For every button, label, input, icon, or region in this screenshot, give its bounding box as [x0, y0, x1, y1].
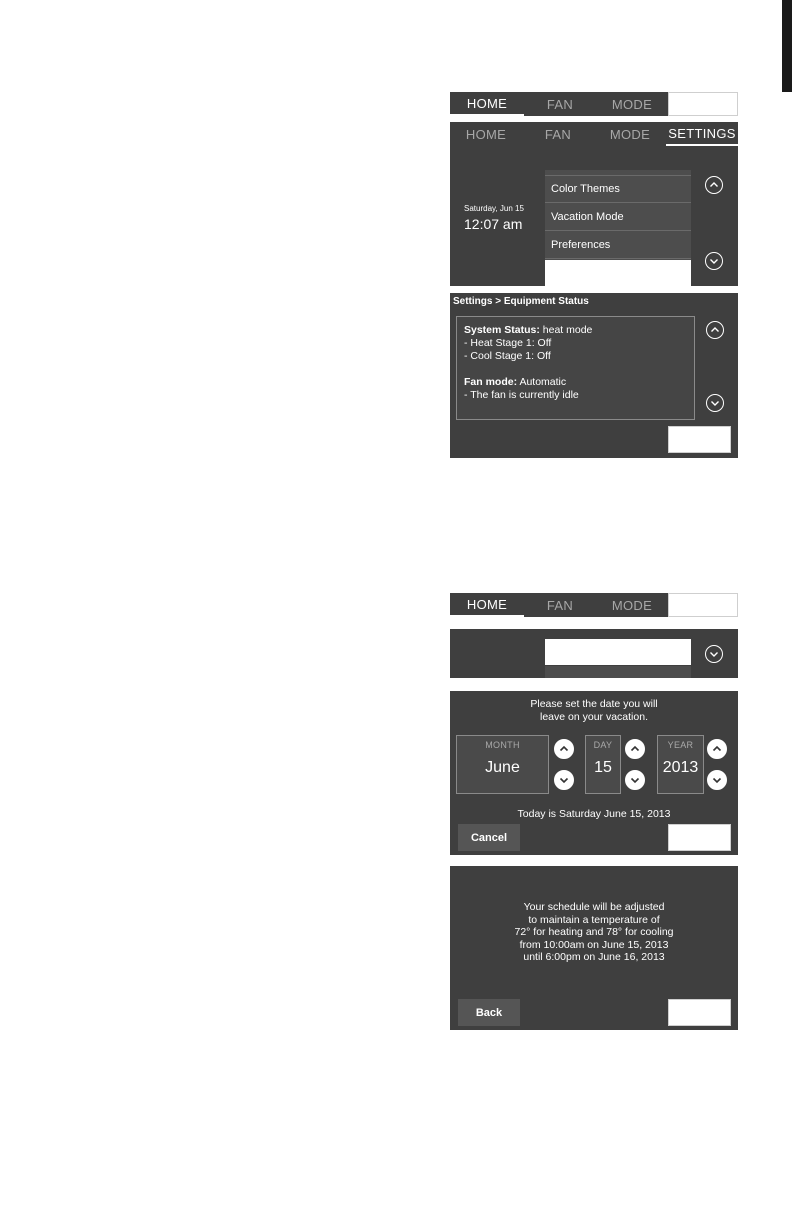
tab-fan[interactable]: FAN — [546, 597, 574, 613]
heat-stage-line: - Heat Stage 1: Off — [464, 337, 552, 349]
tab-home[interactable]: HOME — [450, 593, 524, 617]
chevron-up-icon — [559, 744, 569, 754]
tab-home[interactable]: HOME — [450, 92, 524, 116]
summary-line: to maintain a temperature of — [528, 913, 660, 926]
chevron-up-icon — [709, 180, 719, 190]
chevron-up-icon — [712, 744, 722, 754]
year-label: YEAR — [667, 740, 694, 750]
year-down-button[interactable] — [707, 770, 727, 790]
system-status-value: heat mode — [542, 324, 593, 336]
summary-line: Your schedule will be adjusted — [523, 901, 665, 913]
scroll-up-button[interactable] — [705, 176, 723, 194]
tab-mode[interactable]: MODE — [611, 96, 653, 112]
chevron-down-icon — [710, 398, 720, 408]
day-up-button[interactable] — [625, 739, 645, 759]
summary-line: until 6:00pm on June 16, 2013 — [523, 951, 665, 963]
time-label: 12:07 am — [464, 216, 523, 232]
day-value: 15 — [594, 759, 612, 776]
scroll-down-button[interactable] — [705, 645, 723, 663]
top-tabbar — [450, 92, 738, 116]
cancel-button[interactable]: Cancel — [458, 824, 520, 851]
summary-line: 72° for heating and 78° for cooling — [514, 926, 674, 938]
summary-text — [450, 901, 738, 964]
menu-item-preferences[interactable]: Preferences — [545, 232, 691, 259]
month-down-button[interactable] — [554, 770, 574, 790]
day-down-button[interactable] — [625, 770, 645, 790]
menu-item-vacation-mode[interactable]: Vacation Mode — [545, 204, 691, 231]
vacation-summary-screen — [450, 866, 738, 1030]
month-field[interactable] — [456, 735, 549, 794]
date-prompt — [450, 698, 738, 724]
day-label: DAY — [593, 740, 613, 750]
year-value: 2013 — [662, 759, 699, 776]
tab-home[interactable]: HOME — [465, 126, 507, 142]
chevron-up-icon — [710, 325, 720, 335]
fan-mode-value: Automatic — [519, 376, 567, 388]
fan-mode-line — [464, 376, 694, 389]
settings-screen — [450, 122, 738, 286]
tab-settings[interactable]: SETTINGS — [666, 122, 738, 146]
tab-mode[interactable]: MODE — [609, 126, 651, 142]
menu-item-partial — [545, 666, 691, 678]
tab-fan[interactable]: FAN — [546, 96, 574, 112]
next-button[interactable] — [668, 824, 731, 851]
system-status-line — [464, 324, 694, 337]
settings-menu — [545, 170, 691, 286]
done-button[interactable] — [668, 426, 731, 453]
breadcrumb: Settings > Equipment Status — [453, 296, 589, 307]
prompt-line-1: Please set the date you will — [530, 698, 658, 710]
scroll-down-button[interactable] — [706, 394, 724, 412]
page-edge-tab — [782, 0, 792, 92]
tab-settings-highlight[interactable] — [668, 92, 738, 116]
system-status-label: System Status: — [464, 324, 540, 336]
day-field[interactable] — [585, 735, 621, 794]
scroll-up-button[interactable] — [706, 321, 724, 339]
month-up-button[interactable] — [554, 739, 574, 759]
month-value: June — [485, 759, 520, 776]
scroll-down-button[interactable] — [705, 252, 723, 270]
chevron-down-icon — [709, 256, 719, 266]
chevron-down-icon — [709, 649, 719, 659]
cool-stage-line: - Cool Stage 1: Off — [464, 350, 551, 362]
date-label: Saturday, Jun 15 — [464, 204, 524, 213]
vacation-date-screen — [450, 691, 738, 855]
chevron-down-icon — [630, 775, 640, 785]
chevron-down-icon — [559, 775, 569, 785]
done-button[interactable] — [668, 999, 731, 1026]
chevron-down-icon — [712, 775, 722, 785]
second-tabbar — [450, 593, 738, 617]
tab-settings-highlight[interactable] — [668, 593, 738, 617]
chevron-up-icon — [630, 744, 640, 754]
today-label: Today is Saturday June 15, 2013 — [517, 808, 671, 820]
fan-note-line: - The fan is currently idle — [464, 389, 579, 401]
menu-item-blank[interactable] — [545, 639, 691, 665]
back-button[interactable]: Back — [458, 999, 520, 1026]
settings-tabbar — [450, 122, 738, 146]
menu-item-blank[interactable] — [545, 260, 691, 286]
prompt-line-2: leave on your vacation. — [540, 711, 648, 723]
tab-fan[interactable]: FAN — [544, 126, 572, 142]
summary-line: from 10:00am on June 15, 2013 — [519, 938, 669, 951]
year-field[interactable] — [657, 735, 704, 794]
month-label: MONTH — [485, 740, 520, 750]
fan-mode-label: Fan mode: — [464, 376, 518, 388]
tab-mode[interactable]: MODE — [611, 597, 653, 613]
year-up-button[interactable] — [707, 739, 727, 759]
equipment-status-screen — [450, 293, 738, 458]
menu-item-color-themes[interactable]: Color Themes — [545, 176, 691, 203]
status-box — [456, 316, 695, 420]
vacation-menu-fragment — [450, 629, 738, 678]
